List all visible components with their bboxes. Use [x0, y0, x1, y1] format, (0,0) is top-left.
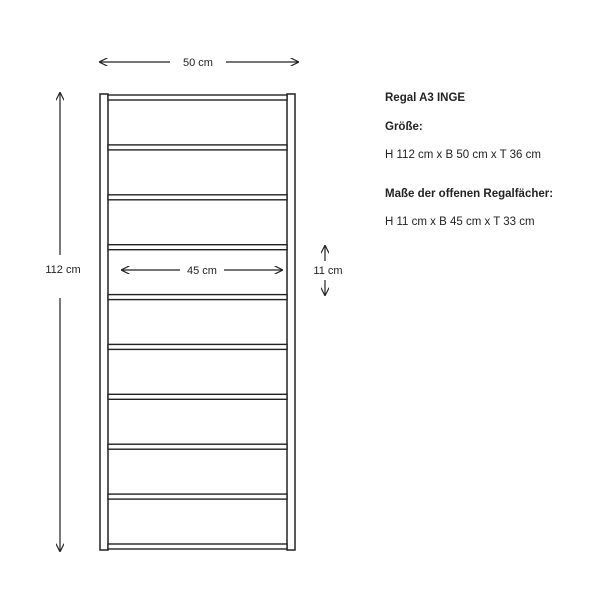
- left-side-panel: [100, 94, 108, 550]
- inner-width-label: 45 cm: [187, 265, 217, 277]
- shelf-board: [108, 544, 287, 549]
- shelf-board: [108, 295, 287, 300]
- shelf-boards: [108, 95, 287, 549]
- shelf-board: [108, 444, 287, 449]
- inner-width-dimension: [122, 265, 282, 277]
- size-value: H 112 cm x B 50 cm x T 36 cm: [385, 148, 541, 161]
- product-info: [385, 92, 605, 256]
- total-height-label: 112 cm: [45, 264, 81, 276]
- right-side-panel: [287, 94, 295, 550]
- compartment-value: H 11 cm x B 45 cm x T 33 cm: [385, 216, 535, 229]
- product-title: Regal A3 INGE: [385, 92, 466, 104]
- shelf-board: [108, 394, 287, 399]
- shelf-board: [108, 95, 287, 100]
- total-width-dimension: [100, 57, 298, 69]
- compartment-height-label: 11 cm: [313, 265, 343, 277]
- compartment-height-dimension: [313, 246, 342, 295]
- shelf-frame: [100, 94, 295, 550]
- total-height-dimension: [45, 93, 80, 551]
- total-width-label: 50 cm: [183, 57, 213, 69]
- shelf-board: [108, 195, 287, 200]
- shelf-board: [108, 245, 287, 250]
- size-heading: Größe:: [385, 120, 423, 133]
- compartment-heading: Maße der offenen Regalfächer:: [385, 188, 554, 201]
- shelf-board: [108, 145, 287, 150]
- shelf-board: [108, 494, 287, 499]
- shelf-board: [108, 344, 287, 349]
